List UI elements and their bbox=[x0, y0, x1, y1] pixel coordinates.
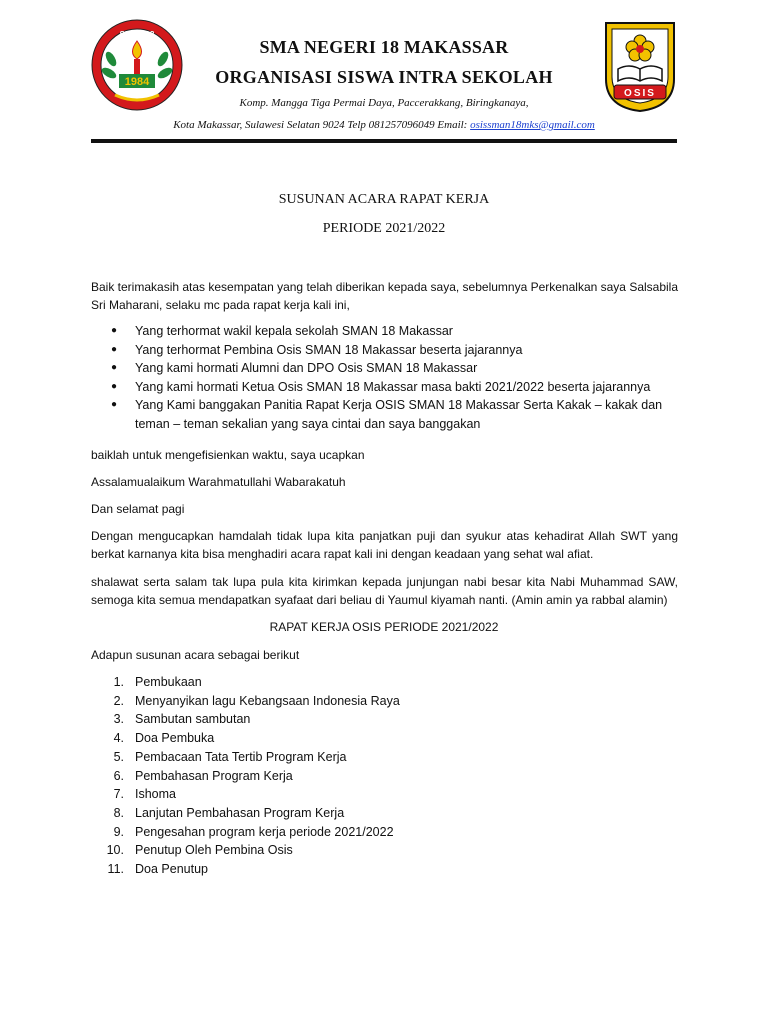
address-line-2 bbox=[0, 119, 768, 131]
bullet-icon: ● bbox=[111, 325, 118, 336]
school-name: SMA NEGERI 18 MAKASSAR bbox=[259, 37, 509, 57]
list-item: ● Yang terhormat Pembina Osis SMAN 18 Makassar beserta jajarannya bbox=[91, 341, 678, 360]
header-divider bbox=[91, 139, 677, 143]
list-item: 10. Penutup Oleh Pembina Osis bbox=[106, 843, 293, 858]
address-line-1: Komp. Mangga Tiga Permai Daya, Paccerakkang, Biringkanaya, bbox=[239, 97, 529, 109]
greeting-morning-paragraph: Dan selamat pagi bbox=[91, 502, 185, 516]
list-item: ● Yang terhormat wakil kepala sekolah SMAN 18 Makassar bbox=[91, 322, 678, 341]
list-item: 2. Menyanyikan lagu Kebangsaan Indonesia Raya bbox=[113, 693, 400, 708]
email-link[interactable]: osissman18mks@gmail.com bbox=[470, 119, 595, 131]
section-heading: RAPAT KERJA OSIS PERIODE 2021/2022 bbox=[269, 620, 499, 634]
list-item: 3. Sambutan sambutan bbox=[113, 712, 251, 727]
address-contact: Kota Makassar, Sulawesi Selatan 9024 Telp 081257096049 Email: bbox=[173, 119, 468, 131]
list-item: 7. Ishoma bbox=[113, 787, 176, 802]
salam-paragraph: Assalamualaikum Warahmatullahi Wabarakatuh bbox=[91, 475, 346, 489]
list-item: 4. Doa Pembuka bbox=[113, 731, 215, 746]
bullet-icon: ● bbox=[111, 380, 118, 392]
list-item: 1. Pembukaan bbox=[113, 675, 202, 689]
list-item: ● Yang Kami banggakan Panitia Rapat Kerja OSIS SMAN 18 Makassar Serta Kakak – kakak dan teman – teman sekalian yang saya cintai dan saya banggakan bbox=[111, 398, 663, 431]
bullet-icon: ● bbox=[111, 362, 118, 373]
bullet-icon: ● bbox=[111, 343, 118, 355]
document-title: SUSUNAN ACARA RAPAT KERJA bbox=[278, 192, 490, 207]
list-item: ● Yang kami hormati Alumni dan DPO Osis SMAN 18 Makassar bbox=[91, 359, 678, 378]
shalawat-paragraph: shalawat serta salam tak lupa pula kita kirimkan kepada junjungan nabi besar kita Nabi Muhammad SAW, semoga kita semua mendapatkan syafaat dari beliau di Yaumul kiyamah nanti. (Amin amin ya rabbal alamin) bbox=[91, 575, 678, 607]
list-item: 6. Pembahasan Program Kerja bbox=[113, 768, 293, 783]
efficiency-paragraph: baiklah untuk mengefisienkan waktu, saya ucapkan bbox=[91, 448, 365, 462]
list-item: 9. Pengesahan program kerja periode 2021/2022 bbox=[113, 824, 394, 839]
list-item: 5. Pembacaan Tata Tertib Program Kerja bbox=[113, 749, 347, 764]
greetings-list bbox=[91, 322, 678, 433]
logo-left-year: 1984 bbox=[124, 76, 150, 88]
hamdalah-paragraph: Dengan mengucapkan hamdalah tidak lupa kita panjatkan puji dan syukur atas kehadirat Allah SWT yang berkat karnanya kita bisa menghadiri acara rapat kali ini dengan keadaan yang sehat wal afiat. bbox=[91, 529, 678, 561]
document-period: PERIODE 2021/2022 bbox=[322, 221, 446, 236]
bullet-icon: ● bbox=[111, 399, 118, 410]
list-item: 8. Lanjutan Pembahasan Program Kerja bbox=[113, 805, 345, 820]
agenda-list bbox=[91, 673, 678, 879]
intro-paragraph: Baik terimakasih atas kesempatan yang telah diberikan kepada saya, sebelumnya Perkenalkan saya Salsabila Sri Maharani, selaku mc pada rapat kerja kali ini, bbox=[91, 280, 679, 312]
list-item: 11. Doa Penutup bbox=[107, 862, 208, 877]
logo-left-text: SMAN 18 bbox=[119, 30, 155, 39]
agenda-intro: Adapun susunan acara sebagai berikut bbox=[91, 648, 300, 662]
logo-right-text: OSIS bbox=[624, 88, 656, 99]
list-item: ● Yang kami hormati Ketua Osis SMAN 18 Makassar masa bakti 2021/2022 beserta jajarannya bbox=[91, 378, 678, 397]
organization-name: ORGANISASI SISWA INTRA SEKOLAH bbox=[215, 67, 553, 87]
